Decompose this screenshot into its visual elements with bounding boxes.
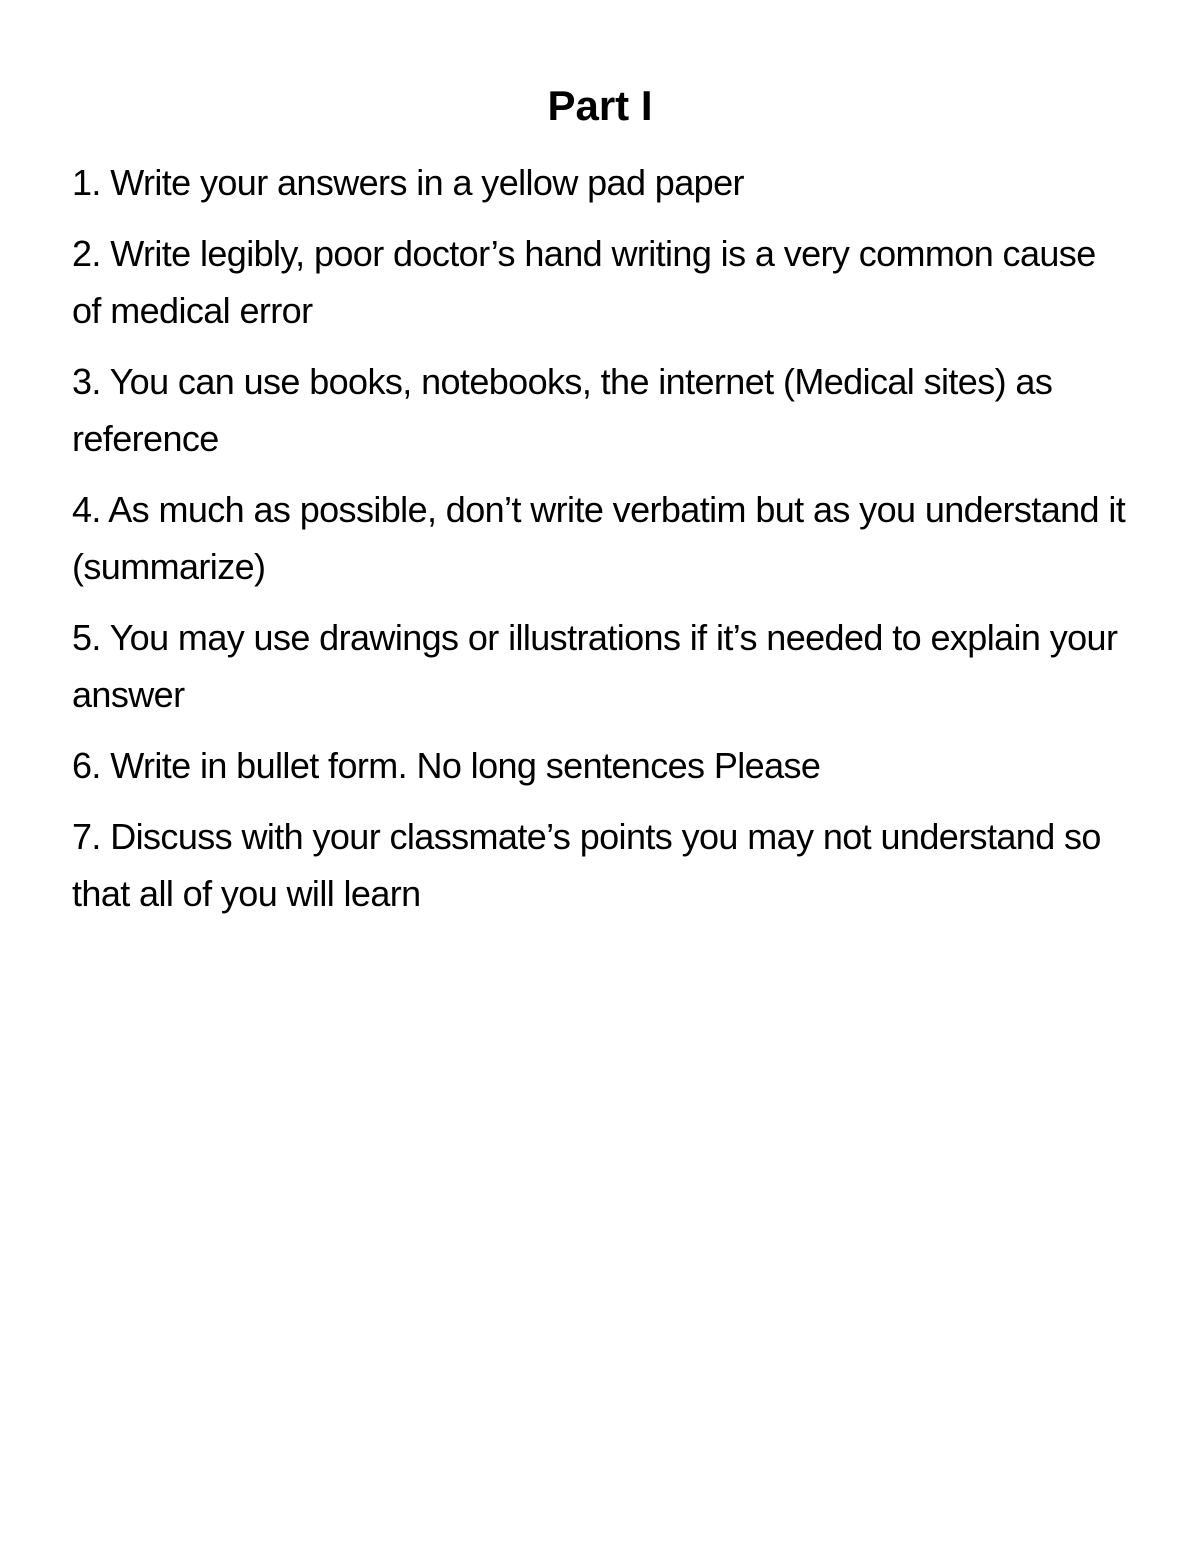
instruction-item: 7. Discuss with your classmate’s points you may not understand so that all of you will learn — [72, 816, 1101, 914]
page-title: Part I — [547, 82, 653, 129]
instruction-item: 6. Write in bullet form. No long sentences Please — [72, 745, 821, 786]
instruction-item: 3. You can use books, notebooks, the internet (Medical sites) as reference — [72, 361, 1053, 459]
instruction-item: 1. Write your answers in a yellow pad paper — [72, 162, 744, 203]
instruction-item: 2. Write legibly, poor doctor’s hand writing is a very common cause of medical error — [72, 233, 1096, 331]
instruction-item: 5. You may use drawings or illustrations if it’s needed to explain your answer — [72, 617, 1118, 715]
instruction-list — [72, 154, 1132, 936]
instruction-item: 4. As much as possible, don’t write verbatim but as you understand it (summarize) — [72, 489, 1126, 587]
